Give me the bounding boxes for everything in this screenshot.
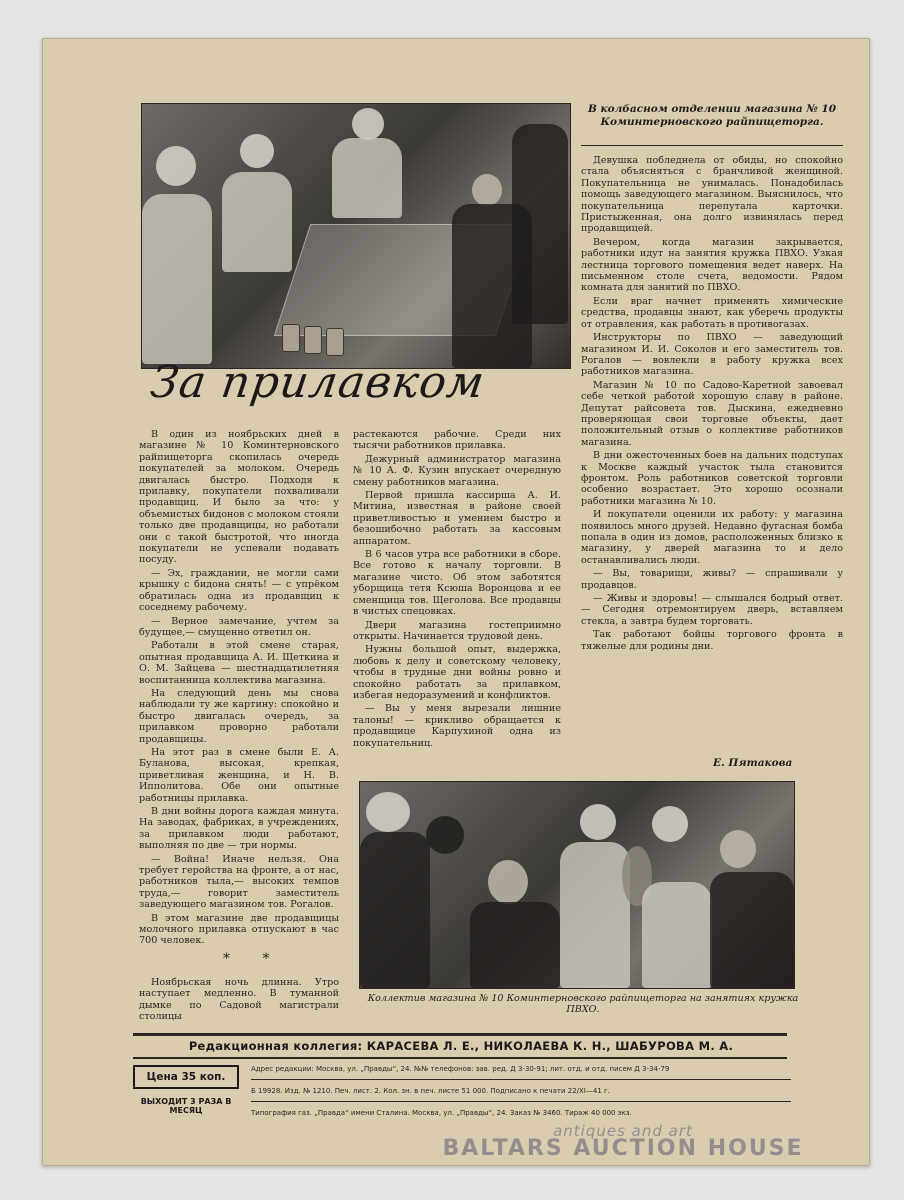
publication-frequency: ВЫХОДИТ 3 РАЗА В МЕСЯЦ [140,1097,232,1115]
editorial-board: Редакционная коллегия: КАРАСЕВА Л. Е., НИКОЛАЕВА К. Н., ШАБУРОВА М. А. [188,1039,734,1053]
imprint-rule-2 [251,1101,791,1102]
caption-divider [581,145,843,146]
paragraph: В 6 часов утра все работники в сборе. Все готово к началу торговли. В магазине чисто. Об этом заботятся уборщица тетя Ксюша Воронцова и ее сменщица тов. Щеголова. Все продавцы в чистых спецовках. [353,549,561,618]
print-details: Б 19928. Изд. № 1210. Печ. лист. 2. Кол. зн. в печ. листе 51 000. Подписано к печати 22/XI—41 г. [251,1087,610,1095]
printing-house: Типография газ. „Правда“ имени Сталина. Москва, ул. „Правды“, 24. Заказ № 3460. Тираж 40 000 экз. [251,1109,632,1117]
auction-watermark [428,1122,818,1161]
paragraph: Ноябрьская ночь длинна. Утро наступает медленно. В туманной дымке по Садовой магистрали столицы [139,977,339,1023]
editorial-address: Адрес редакции: Москва, ул. „Правды“, 24. №№ телефонов: зав. ред. Д 3-30-91; лит. отд. и отд. писем Д 3-34-79 [251,1065,670,1073]
paragraph: Вечером, когда магазин закрывается, работники идут на занятия кружка ПВХО. Узкая лестница торгового помещения ведет наверх. На письменном столе счета, ведомости. Рядом комната для занятий по ПВХО. [581,236,843,294]
imprint-rule [251,1079,791,1080]
article-column-2 [353,429,561,751]
paragraph: И покупатели оценили их работу: у магазина появилось много друзей. Недавно фугасная бомба попала в один из домов, расположенных близко к магазину, у дверей магазина то и дело останавливались люди. [581,509,843,566]
paragraph: — Живы и здоровы! — слышался бодрый ответ.— Сегодня отремонтируем дверь, вставляем стекла, а завтра будем торговать. [581,593,843,627]
magazine-page [42,38,870,1166]
top-photo [141,103,571,369]
paragraph: — Вы, товарищи, живы? — спрашивали у продавцов. [581,568,843,591]
paragraph: Инструкторы по ПВХО — заведующий магазином И. И. Соколов и его заместитель тов. Рогалов — вовлекли в работу кружка всех работников магазина. [581,332,843,378]
price-box: Цена 35 коп. [133,1065,239,1089]
author-signature: Е. Пятакова [713,757,793,769]
bottom-photo-caption: Коллектив магазина № 10 Коминтерновского райпищеторга на занятиях кружка ПВХО. [367,993,799,1015]
paragraph: — Верное замечание, учтем за будущее,— смущенно ответил он. [139,615,339,638]
paragraph: Первой пришла кассирша А. И. Митина, известная в районе своей приветливостью и умением быстро и безошибочно работать за кассовым аппаратом. [353,490,561,547]
paragraph: — Эх, граждании, не могли сами крышку с бидона снять! — с упрёком обратилась одна из продавщиц к соседнему рабочему. [139,567,339,614]
paragraph: растекаются рабочие. Среди них тысячи работников прилавка. [353,429,561,452]
section-stars: * * [223,951,284,967]
paragraph: На следующий день мы снова наблюдали ту же картину: спокойно и быстро двигалась очередь, за прилавком проворно работали продавщицы. [139,687,339,745]
paragraph: В этом магазине две продавщицы молочного прилавка отпускают в час 700 человек. [139,912,339,947]
paragraph: Двери магазина гостеприимно открыты. Начинается трудовой день. [353,619,561,642]
paragraph: В дни ожесточенных боев на дальних подступах к Москве каждый участок тыла становится фронтом. Роль работников советской торговли особенно возрастает. Это хорошо осознали работники магазина № 10. [581,450,843,507]
article-title: За прилавком [147,357,489,408]
paragraph: Дежурный администратор магазина № 10 А. Ф. Кузин впускает очередную смену работников магазина. [353,453,561,488]
paragraph: Работали в этой смене старая, опытная продавщица А. И. Щеткина и О. М. Зайцева — шестнадцатилетняя воспитанница коллектива магазина. [139,640,339,686]
paragraph: Если враг начнет применять химические средства, продавцы знают, как уберечь продукты от отравления, как работать в противогазах. [581,295,843,330]
watermark-name: BALTARS AUCTION HOUSE [442,1136,804,1161]
top-photo-caption: В колбасном отделении магазина № 10 Коминтерновского райпищеторга. [587,103,837,128]
paragraph: Девушка побледнела от обиды, но спокойно стала объясняться с бранчливой женщиной. Покупательница не унималась. Понадобилась помощь заведующего магазином. Выяснилось, что покупательница перепутала карточки. Пристыженная, она долго извинялась перед продавщицей. [581,155,843,235]
paragraph: В дни войны дорога каждая минута. На заводах, фабриках, в учреждениях, за прилавком люди работают, выполняя по две — три нормы. [139,806,339,852]
paragraph: В один из ноябрьских дней в магазине № 10 Коминтерновского райпищеторга скопилась очередь покупателей за молоком. Очередь двигалась быстро. Подходя к прилавку, покупатели похваливали продавщиц. И было за что: у объемистых бидонов с молоком стояли только две продавщицы, но работали они с такой быстротой, что иногда покупатели не успевали подавать посуду. [139,429,339,566]
footer-rule-top [133,1033,787,1036]
article-column-1 [139,429,339,949]
paragraph: Магазин № 10 по Садово-Каретной завоевал себе четкой работой хорошую славу в районе. Депутат райсовета тов. Дыскина, ежедневно проверяющая свои торговые объекты, дает положительный отзыв о коллективе работников магазина. [581,379,843,448]
paragraph: — Война! Иначе нельзя. Она требует геройства на фронте, а от нас, работников тыла,— высоких темпов труда,— говорит заместитель заведующего магазином тов. Рогалов. [139,853,339,911]
watermark-tagline: antiques and art [553,1122,693,1140]
paragraph: На этот раз в смене были Е. А. Буланова, высокая, крепкая, приветливая женщина, и Н. В. Ипполитова. Обе они опытные работницы прилавка. [139,746,339,804]
article-column-3 [581,155,843,654]
bottom-photo [359,781,795,989]
article-column-1-tail [139,977,339,1025]
paragraph: — Вы у меня вырезали лишние талоны! — крикливо обращается к продавщице Карпухиной одна из покупательниц. [353,703,561,749]
paragraph: Нужны большой опыт, выдержка, любовь к делу и советскому человеку, чтобы в трудные дни войны ровно и спокойно работать за прилавком, избегая недоразумений и конфликтов. [353,644,561,701]
paragraph: Так работают бойцы торгового фронта в тяжелые для родины дни. [581,629,843,652]
footer-rule-mid [133,1057,787,1059]
